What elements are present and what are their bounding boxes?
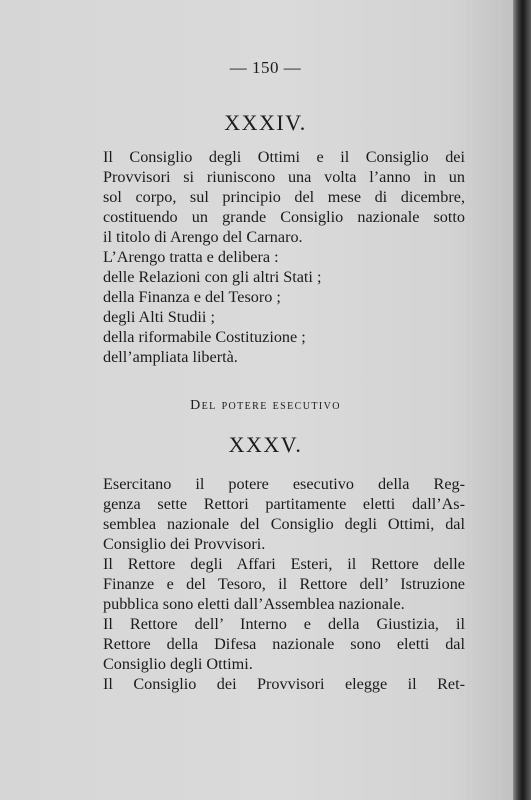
- article-34-list-item: degli Alti Studii ;: [103, 308, 215, 326]
- article-35-line: Consiglio degli Ottimi.: [103, 655, 253, 673]
- article-35-text: [103, 474, 465, 694]
- article-35-line: Il Rettore dell’ Interno e della Giustizia, il: [103, 615, 465, 633]
- article-34-list-item: della riformabile Costituzione ;: [103, 328, 306, 346]
- section-title: Del potere esecutivo: [190, 398, 341, 413]
- article-35-heading: XXXV.: [228, 432, 303, 457]
- article-34-heading: XXXIV.: [224, 110, 307, 135]
- page-number: — 150 —: [229, 58, 302, 77]
- article-35-line: semblea nazionale del Consiglio degli Ottimi, dal: [103, 515, 465, 533]
- article-35-line: genza sette Rettori partitamente eletti dall’As-: [103, 495, 465, 513]
- article-35-line: Rettore della Difesa nazionale sono eletti dal: [103, 635, 465, 653]
- article-35-line: pubblica sono eletti dall’Assemblea nazionale.: [103, 595, 405, 613]
- article-34-line: sol corpo, sul principio del mese di dicembre,: [103, 188, 465, 206]
- article-34-list-item: delle Relazioni con gli altri Stati ;: [103, 268, 322, 286]
- article-35-line: Finanze e del Tesoro, il Rettore dell’ Istruzione: [103, 575, 465, 593]
- article-34-line: Il Consiglio degli Ottimi e il Consiglio dei: [103, 148, 465, 166]
- article-34-line: il titolo di Arengo del Carnaro.: [103, 228, 303, 246]
- article-35-line: Consiglio dei Provvisori.: [103, 535, 266, 553]
- article-34-list-intro: L’Arengo tratta e delibera :: [103, 248, 279, 266]
- article-34-text: [103, 147, 465, 367]
- article-34-line: costituendo un grande Consiglio nazionale sotto: [103, 208, 465, 226]
- article-35-line: Il Rettore degli Affari Esteri, il Rettore delle: [103, 555, 465, 573]
- article-35-line: Esercitano il potere esecutivo della Reg-: [103, 475, 465, 493]
- article-35-line: Il Consiglio dei Provvisori elegge il Ret-: [103, 675, 465, 693]
- article-34-line: Provvisori si riuniscono una volta l’anno in un: [103, 168, 465, 186]
- article-34-list-item: della Finanza e del Tesoro ;: [103, 288, 281, 306]
- article-34-list-item: dell’ampliata libertà.: [103, 348, 238, 366]
